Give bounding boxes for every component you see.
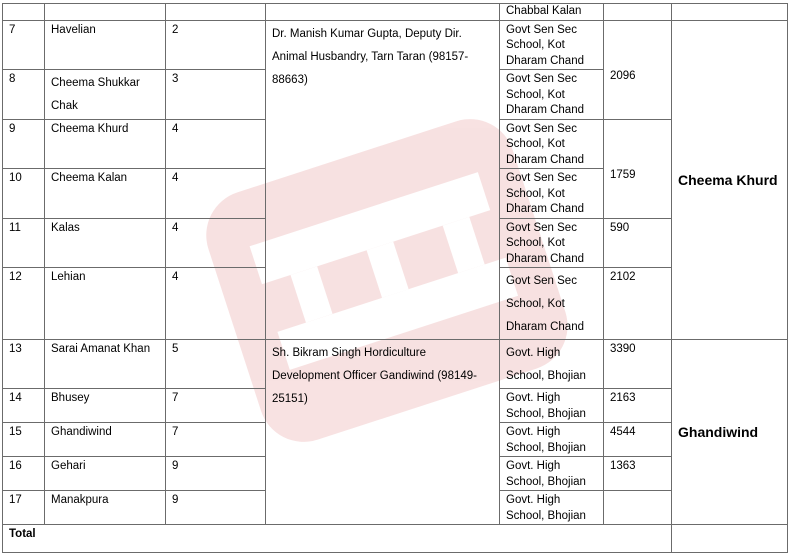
- election-duty-table: [2, 3, 788, 553]
- number-cell: 4: [166, 218, 266, 268]
- polling-centre-cell: Govt Sen Sec School, Kot Dharam Chand: [500, 70, 604, 120]
- table-row: [3, 4, 788, 21]
- village-cell: Kalas: [45, 218, 166, 268]
- number-cell: 4: [166, 268, 266, 340]
- number-cell: 3: [166, 70, 266, 120]
- officer-cell: Sh. Bikram Singh Hordiculture Development Officer Gandiwind (98149-25151): [266, 340, 500, 525]
- number-cell: 5: [166, 340, 266, 389]
- sn-cell: 10: [3, 169, 45, 219]
- table-row: [3, 20, 788, 70]
- block-cell: Cheema Khurd: [672, 20, 788, 340]
- village-cell: Cheema Shukkar Chak: [45, 70, 166, 120]
- voters-cell: [604, 4, 672, 21]
- voters-cell: 3390: [604, 340, 672, 389]
- sn-cell: 9: [3, 119, 45, 169]
- sn-cell: 13: [3, 340, 45, 389]
- voters-cell: [604, 491, 672, 525]
- number-cell: 7: [166, 389, 266, 423]
- polling-centre-cell: Govt Sen Sec School, Kot Dharam Chand: [500, 119, 604, 169]
- polling-centre-cell: Govt Sen Sec School, Kot Dharam Chand: [500, 169, 604, 219]
- voters-cell: 2096: [604, 20, 672, 119]
- voters-cell: 1759: [604, 119, 672, 218]
- village-cell: Cheema Khurd: [45, 119, 166, 169]
- number-cell: 2: [166, 20, 266, 70]
- sn-cell: 16: [3, 457, 45, 491]
- village-cell: [45, 4, 166, 21]
- block-cell: Ghandiwind: [672, 340, 788, 525]
- number-cell: 4: [166, 169, 266, 219]
- voters-cell: 4544: [604, 423, 672, 457]
- table-row: [3, 340, 788, 389]
- sn-cell: 14: [3, 389, 45, 423]
- voters-cell: 1363: [604, 457, 672, 491]
- number-cell: 9: [166, 491, 266, 525]
- voters-cell: 590: [604, 218, 672, 268]
- polling-centre-cell: Govt. High School, Bhojian: [500, 423, 604, 457]
- sn-cell: 15: [3, 423, 45, 457]
- sn-cell: 17: [3, 491, 45, 525]
- village-cell: Bhusey: [45, 389, 166, 423]
- village-cell: Lehian: [45, 268, 166, 340]
- polling-centre-cell: Govt Sen Sec School, Kot Dharam Chand: [500, 218, 604, 268]
- polling-centre-cell: Govt. High School, Bhojian: [500, 457, 604, 491]
- polling-centre-cell: Govt Sen Sec School, Kot Dharam Chand: [500, 20, 604, 70]
- village-cell: Sarai Amanat Khan: [45, 340, 166, 389]
- village-cell: Havelian: [45, 20, 166, 70]
- village-cell: Ghandiwind: [45, 423, 166, 457]
- sn-cell: [3, 4, 45, 21]
- polling-centre-cell: Chabbal Kalan: [500, 4, 604, 21]
- total-row: [3, 525, 788, 553]
- number-cell: 4: [166, 119, 266, 169]
- total-block-cell: [672, 525, 788, 553]
- sn-cell: 8: [3, 70, 45, 120]
- sn-cell: 11: [3, 218, 45, 268]
- voters-cell: 2163: [604, 389, 672, 423]
- total-label: Total: [3, 525, 672, 553]
- number-cell: [166, 4, 266, 21]
- polling-centre-cell: Govt Sen Sec School, Kot Dharam Chand: [500, 268, 604, 340]
- village-cell: Gehari: [45, 457, 166, 491]
- polling-centre-cell: Govt. High School, Bhojian: [500, 491, 604, 525]
- number-cell: 9: [166, 457, 266, 491]
- village-cell: Cheema Kalan: [45, 169, 166, 219]
- officer-cell: Dr. Manish Kumar Gupta, Deputy Dir. Animal Husbandry, Tarn Taran (98157-88663): [266, 20, 500, 340]
- voters-cell: 2102: [604, 268, 672, 340]
- village-cell: Manakpura: [45, 491, 166, 525]
- block-cell: [672, 4, 788, 21]
- officer-cell: [266, 4, 500, 21]
- sn-cell: 7: [3, 20, 45, 70]
- polling-centre-cell: Govt. High School, Bhojian: [500, 340, 604, 389]
- number-cell: 7: [166, 423, 266, 457]
- sn-cell: 12: [3, 268, 45, 340]
- polling-centre-cell: Govt. High School, Bhojian: [500, 389, 604, 423]
